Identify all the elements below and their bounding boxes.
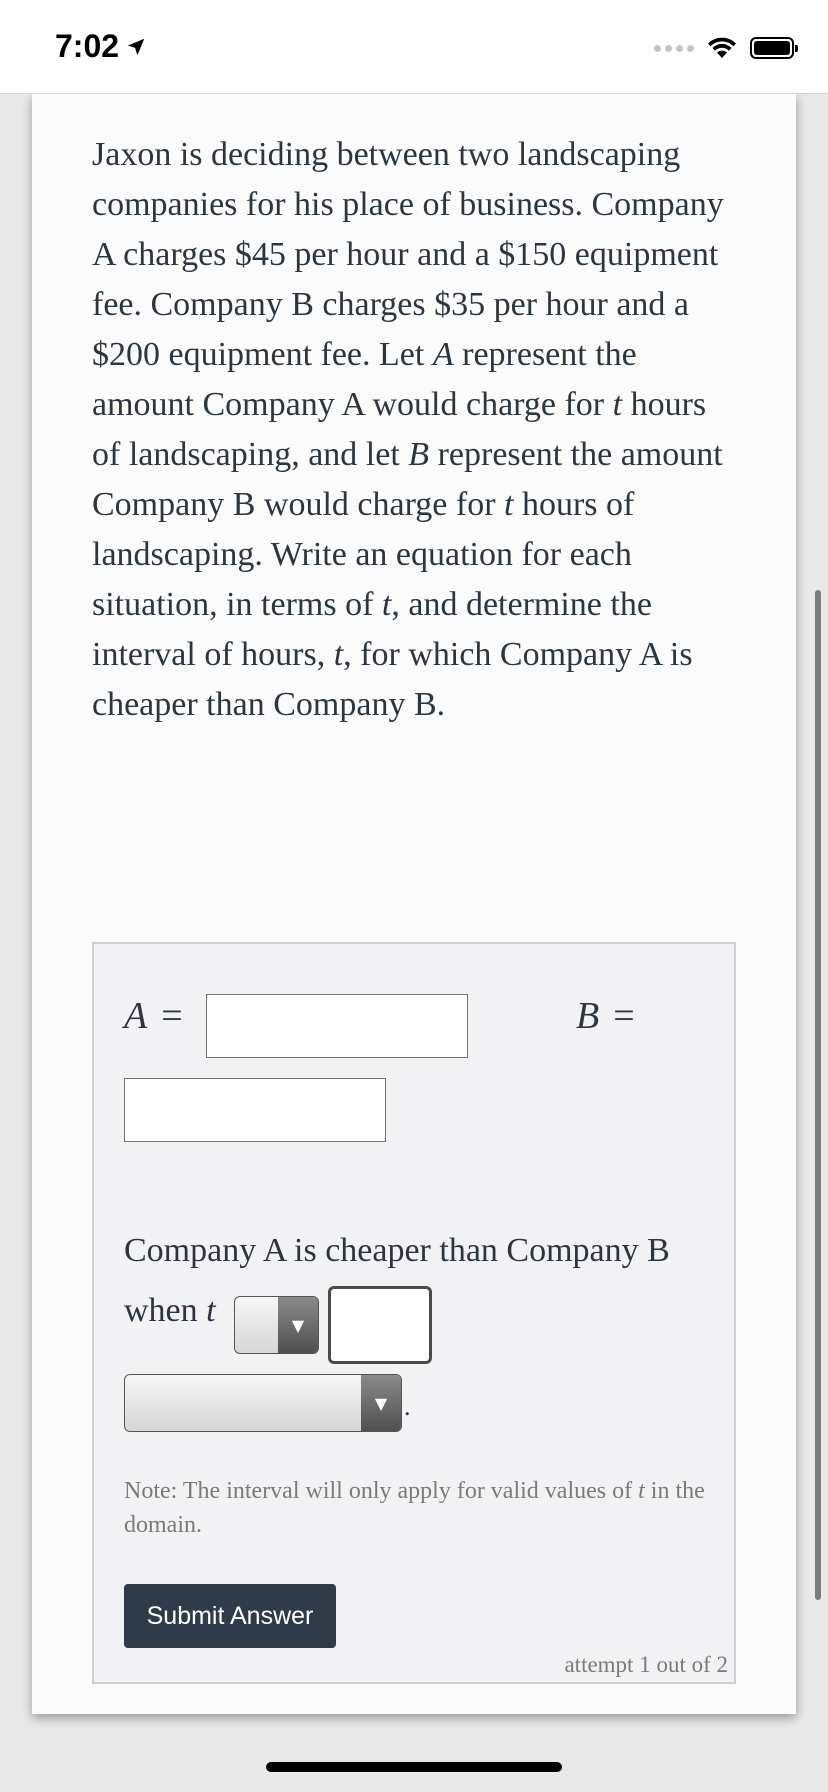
question-text: Jaxon is deciding between two landscaping companies for his place of business. Company A charges $45 per hour and a $150 equipment fee. Company B charges $35 per hour and a $200 equipment fee. Let A represent the amount Company A would charge for t hours of landscaping, and let B represent the amount Company B would charge for t hours of landscaping. Write an equation for each situation, in terms of t, and determine the interval of hours, t, for which Company A is cheaper than Company B. — [92, 136, 724, 723]
b-equation-input[interactable] — [124, 1078, 386, 1142]
status-icons — [654, 36, 794, 60]
when-label: when t — [124, 1292, 216, 1329]
math-var-t: t — [504, 486, 514, 523]
domain-note: Note: The interval will only apply for valid values of t in the domain. — [124, 1478, 705, 1538]
math-var-t: t — [612, 386, 623, 423]
cheaper-text: Company A is cheaper than Company B — [124, 1232, 670, 1269]
inequality-select[interactable] — [234, 1296, 319, 1354]
submit-answer-button[interactable]: Submit Answer — [124, 1584, 336, 1648]
math-var-t: t — [381, 586, 392, 623]
math-var-t: t — [333, 636, 344, 673]
a-equation-input[interactable] — [206, 994, 468, 1058]
wifi-icon — [706, 36, 738, 60]
interval-select[interactable] — [124, 1374, 402, 1432]
location-arrow-icon — [125, 36, 147, 58]
battery-icon — [750, 37, 794, 59]
signal-dots-icon — [654, 45, 694, 52]
answer-box — [92, 942, 736, 1684]
status-bar — [0, 0, 828, 94]
scrollbar[interactable] — [815, 590, 821, 1600]
home-indicator[interactable] — [266, 1762, 562, 1772]
status-time-group — [55, 28, 147, 65]
b-label: B = — [576, 995, 635, 1037]
triangle-down-icon: ▼ — [278, 1297, 318, 1353]
math-var-B: B — [408, 436, 430, 473]
status-time: 7:02 — [55, 28, 120, 64]
battery-fill — [754, 41, 790, 55]
bound-value-input[interactable] — [328, 1286, 432, 1364]
period: . — [404, 1392, 411, 1421]
attempt-counter: attempt 1 out of 2 — [564, 1652, 728, 1677]
a-label: A = — [124, 995, 183, 1037]
math-var-A: A — [432, 336, 454, 373]
question-card — [32, 94, 796, 1714]
triangle-down-icon: ▼ — [361, 1375, 401, 1431]
